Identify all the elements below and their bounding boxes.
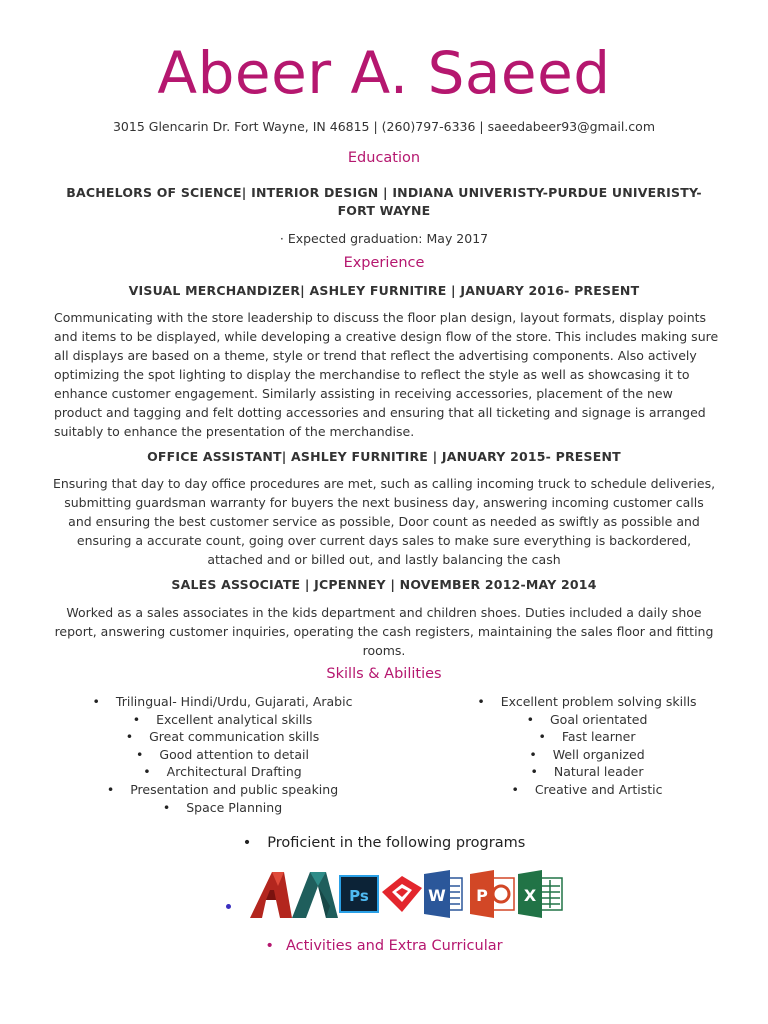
- skill-item: • Excellent problem solving skills: [452, 693, 722, 711]
- photoshop-logo-text: Ps: [349, 887, 369, 905]
- photoshop-logo-icon: [340, 876, 378, 912]
- experience-heading: Experience: [343, 255, 425, 271]
- graduation-date: · Expected graduation: May 2017: [279, 231, 489, 246]
- skill-item: • Great communication skills: [70, 728, 375, 746]
- skills-heading: Skills & Abilities: [326, 666, 442, 682]
- programs-heading: [0, 835, 768, 851]
- degree-line: [40, 184, 728, 220]
- job-title-visual-merchandizer: VISUAL MERCHANDIZER| ASHLEY FURNITIRE | JANUARY 2016- PRESENT: [128, 283, 640, 298]
- software-logos: [226, 866, 566, 922]
- skill-item: • Space Planning: [70, 799, 375, 817]
- candidate-name: Abeer A. Saeed: [157, 39, 611, 107]
- skill-item: • Architectural Drafting: [70, 763, 375, 781]
- programs-label: Proficient in the following programs: [267, 835, 526, 851]
- skills-list-left: [70, 693, 375, 816]
- degree-line-2: FORT WAYNE: [337, 203, 431, 218]
- skill-item: • Fast learner: [452, 728, 722, 746]
- bullet-icon: •: [265, 938, 274, 954]
- job-description-visual-merchandizer: Communicating with the store leadership to discuss the floor plan design, layout formats, display points and items to be displayed, while developing a creative design flow of the store. This includes making sure all displays are based on a theme, style or trend that reflect the advertising components. Also actively optimizing the spot lighting to display the merchandise to reflect the style as well as showcasing it to enhance customer engagement. Similarly assisting in receiving accessories, placement of the new product and tagging and felt dotting accessories and ensuring that all ticketing and signage is arranged suitably to enhance the presentation of the merchandise.: [54, 310, 719, 439]
- contact-line: 3015 Glencarin Dr. Fort Wayne, IN 46815 | (260)797-6336 | saeedabeer93@gmail.com: [112, 119, 656, 134]
- sketchup-logo-icon: [382, 876, 422, 912]
- activities-heading: [0, 938, 768, 954]
- bullet-icon: •: [242, 835, 252, 851]
- job-description-sales-associate: Worked as a sales associates in the kids department and children shoes. Duties included a daily shoe report, answering customer inquiries, operating the cash registers, maintaining the sales floor and fitting rooms.: [54, 605, 714, 658]
- revit-logo-icon: [292, 872, 338, 918]
- word-logo-text: W: [428, 886, 446, 905]
- education-heading: Education: [347, 150, 421, 166]
- skills-list-right: [452, 693, 722, 799]
- skill-item: • Excellent analytical skills: [70, 711, 375, 729]
- excel-logo-text: X: [523, 886, 537, 905]
- job-description-office-assistant: Ensuring that day to day office procedures are met, such as calling incoming truck to schedule deliveries, submitting guardsman warranty for buyers the next business day, answering incoming customer calls and ensuring the best customer service as possible, Door count as needed as swiftly as possible and ensuring a accurate count, going over current days sales to make sure everything is backordered, attached and or billed out, and lastly balancing the cash: [52, 476, 716, 567]
- word-logo-icon: [424, 870, 462, 918]
- job-title-sales-associate: SALES ASSOCIATE | JCPENNEY | NOVEMBER 2012-MAY 2014: [171, 577, 597, 592]
- powerpoint-logo-text: P: [476, 886, 488, 905]
- skill-item: • Well organized: [452, 746, 722, 764]
- job-title-office-assistant: OFFICE ASSISTANT| ASHLEY FURNITIRE | JANUARY 2015- PRESENT: [147, 449, 621, 464]
- skill-item: • Creative and Artistic: [452, 781, 722, 799]
- skill-item: • Presentation and public speaking: [70, 781, 375, 799]
- skill-item: • Good attention to detail: [70, 746, 375, 764]
- powerpoint-logo-icon: [470, 870, 514, 918]
- autocad-logo-icon: [250, 872, 292, 918]
- degree-line-1: BACHELORS OF SCIENCE| INTERIOR DESIGN | INDIANA UNIVERISTY-PURDUE UNIVERISTY-: [66, 185, 702, 200]
- software-logos-svg: [226, 866, 566, 922]
- activities-label: Activities and Extra Curricular: [285, 938, 503, 954]
- skill-item: • Natural leader: [452, 763, 722, 781]
- skill-item: • Goal orientated: [452, 711, 722, 729]
- excel-logo-icon: [518, 870, 562, 918]
- skill-item: • Trilingual- Hindi/Urdu, Gujarati, Arabic: [70, 693, 375, 711]
